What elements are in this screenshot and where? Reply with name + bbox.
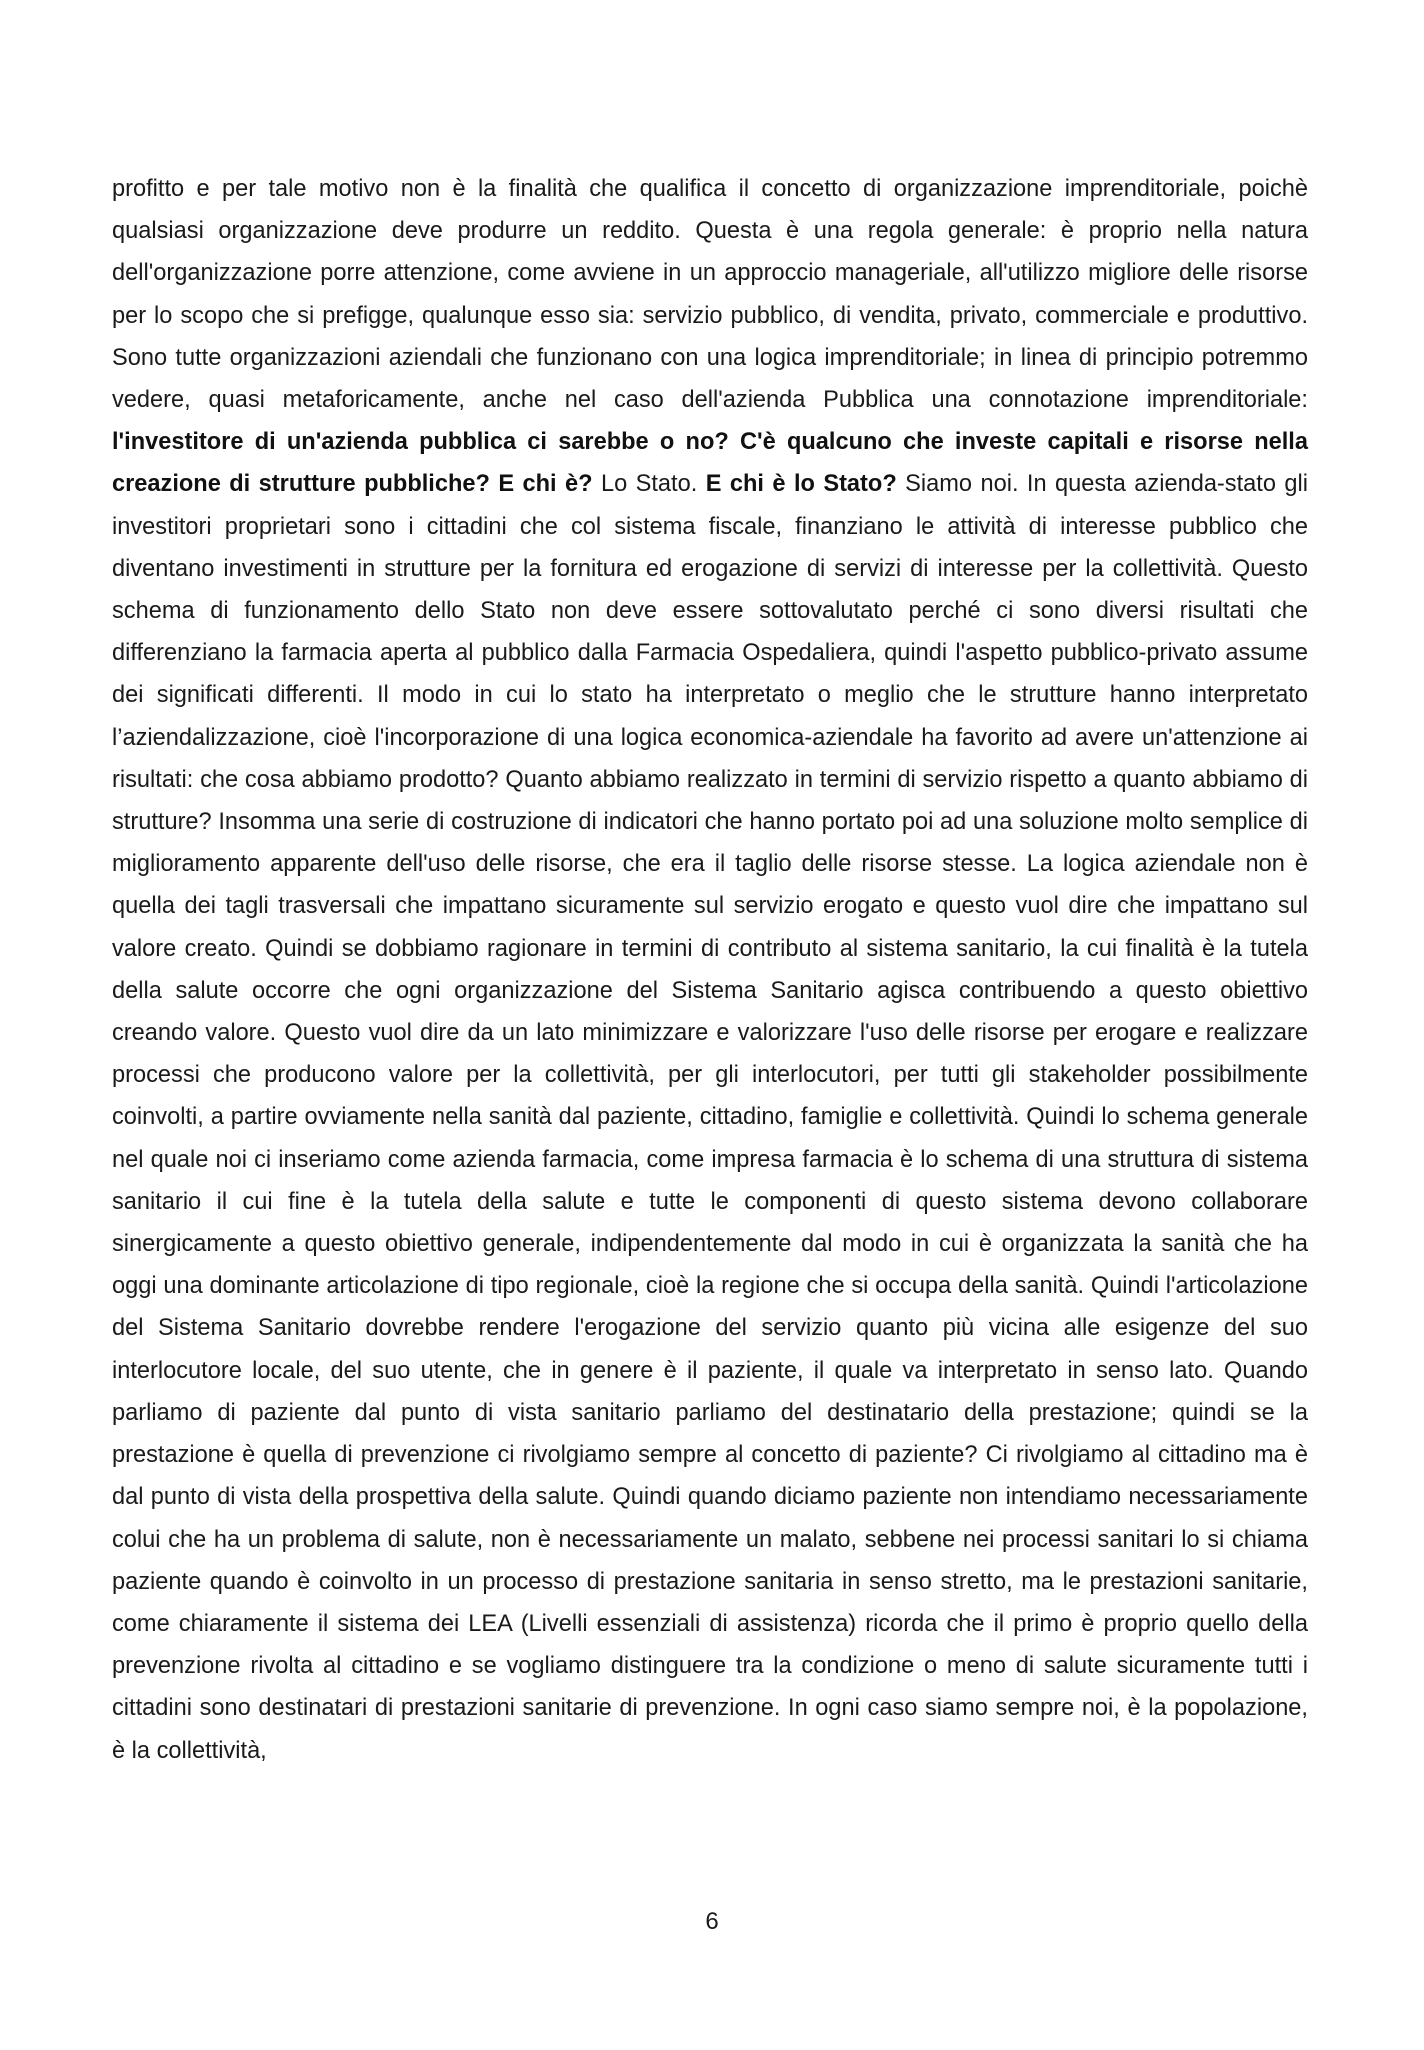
bold-question-state: E chi è lo Stato? (705, 471, 897, 498)
body-paragraph (112, 168, 1308, 1772)
page-number: 6 (705, 1908, 719, 1935)
text-segment-1: profitto e per tale motivo non è la finalità che qualifica il concetto di organizzazione imprenditoriale, poichè qualsiasi organizzazione deve produrre un reddito. Questa è una regola generale: è proprio nella natura dell'organizzazione porre attenzione, come avviene in un approccio manageriale, all'utilizzo migliore delle risorse per lo scopo che si prefigge, qualunque esso sia: servizio pubblico, di vendita, privato, commerciale e produttivo. Sono tutte organizzazioni aziendali che funzionano con una logica imprenditoriale; in linea di principio potremmo vedere, quasi metaforicamente, anche nel caso dell'azienda Pubblica una connotazione imprenditoriale: (112, 176, 1308, 414)
text-segment-3: Siamo noi. In questa azienda-stato gli investitori proprietari sono i cittadini che col sistema fiscale, finanziano le attività di interesse pubblico che diventano investimenti in strutture per la fornitura ed erogazione di servizi di interesse per la collettività. Questo schema di funzionamento dello Stato non deve essere sottovalutato perché ci sono diversi risultati che differenziano la farmacia aperta al pubblico dalla Farmacia Ospedaliera, quindi l'aspetto pubblico-privato assume dei significati differenti. Il modo in cui lo stato ha interpretato o meglio che le strutture hanno interpretato l’aziendalizzazione, cioè l'incorporazione di una logica economica-aziendale ha favorito ad avere un'attenzione ai risultati: che cosa abbiamo prodotto? Quanto abbiamo realizzato in termini di servizio rispetto a quanto abbiamo di strutture? Insomma una serie di costruzione di indicatori che hanno portato poi ad una soluzione molto semplice di miglioramento apparente dell'uso delle risorse, che era il taglio delle risorse stesse. La logica aziendale non è quella dei tagli trasversali che impattano sicuramente sul servizio erogato e questo vuol dire che impattano sul valore creato. Quindi se dobbiamo ragionare in termini di contributo al sistema sanitario, la cui finalità è la tutela della salute occorre che ogni organizzazione del Sistema Sanitario agisca contribuendo a questo obiettivo creando valore. Questo vuol dire da un lato minimizzare e valorizzare l'uso delle risorse per erogare e realizzare processi che producono valore per la collettività, per gli interlocutori, per tutti gli stakeholder possibilmente coinvolti, a partire ovviamente nella sanità dal paziente, cittadino, famiglie e collettività. Quindi lo schema generale nel quale noi ci inseriamo come azienda farmacia, come impresa farmacia è lo schema di una struttura di sistema sanitario il cui fine è la tutela della salute e tutte le componenti di questo sistema devono collaborare sinergicamente a questo obiettivo generale, indipendentemente dal modo in cui è organizzata la sanità che ha oggi una dominante articolazione di tipo regionale, cioè la regione che si occupa della sanità. Quindi l'articolazione del Sistema Sanitario dovrebbe rendere l'erogazione del servizio quanto più vicina alle esigenze del suo interlocutore locale, del suo utente, che in genere è il paziente, il quale va interpretato in senso lato. Quando parliamo di paziente dal punto di vista sanitario parliamo del destinatario della prestazione; quindi se la prestazione è quella di prevenzione ci rivolgiamo sempre al concetto di paziente? Ci rivolgiamo al cittadino ma è dal punto di vista della prospettiva della salute. Quindi quando diciamo paziente non intendiamo necessariamente colui che ha un problema di salute, non è necessariamente un malato, sebbene nei processi sanitari lo si chiama paziente quando è coinvolto in un processo di prestazione sanitaria in senso stretto, ma le prestazioni sanitarie, come chiaramente il sistema dei LEA (Livelli essenziali di assistenza) ricorda che il primo è proprio quello della prevenzione rivolta al cittadino e se vogliamo distinguere tra la condizione o meno di salute sicuramente tutti i cittadini sono destinatari di prestazioni sanitarie di prevenzione. In ogni caso siamo sempre noi, è la popolazione, è la collettività, (112, 471, 1308, 1764)
text-segment-2: Lo Stato. (592, 471, 706, 498)
bold-question-investor: l'investitore di un'azienda pubblica ci sarebbe o no? C'è qualcuno che investe capitali e risorse nella creazione di strutture pubbliche? E chi è? (112, 429, 1308, 498)
